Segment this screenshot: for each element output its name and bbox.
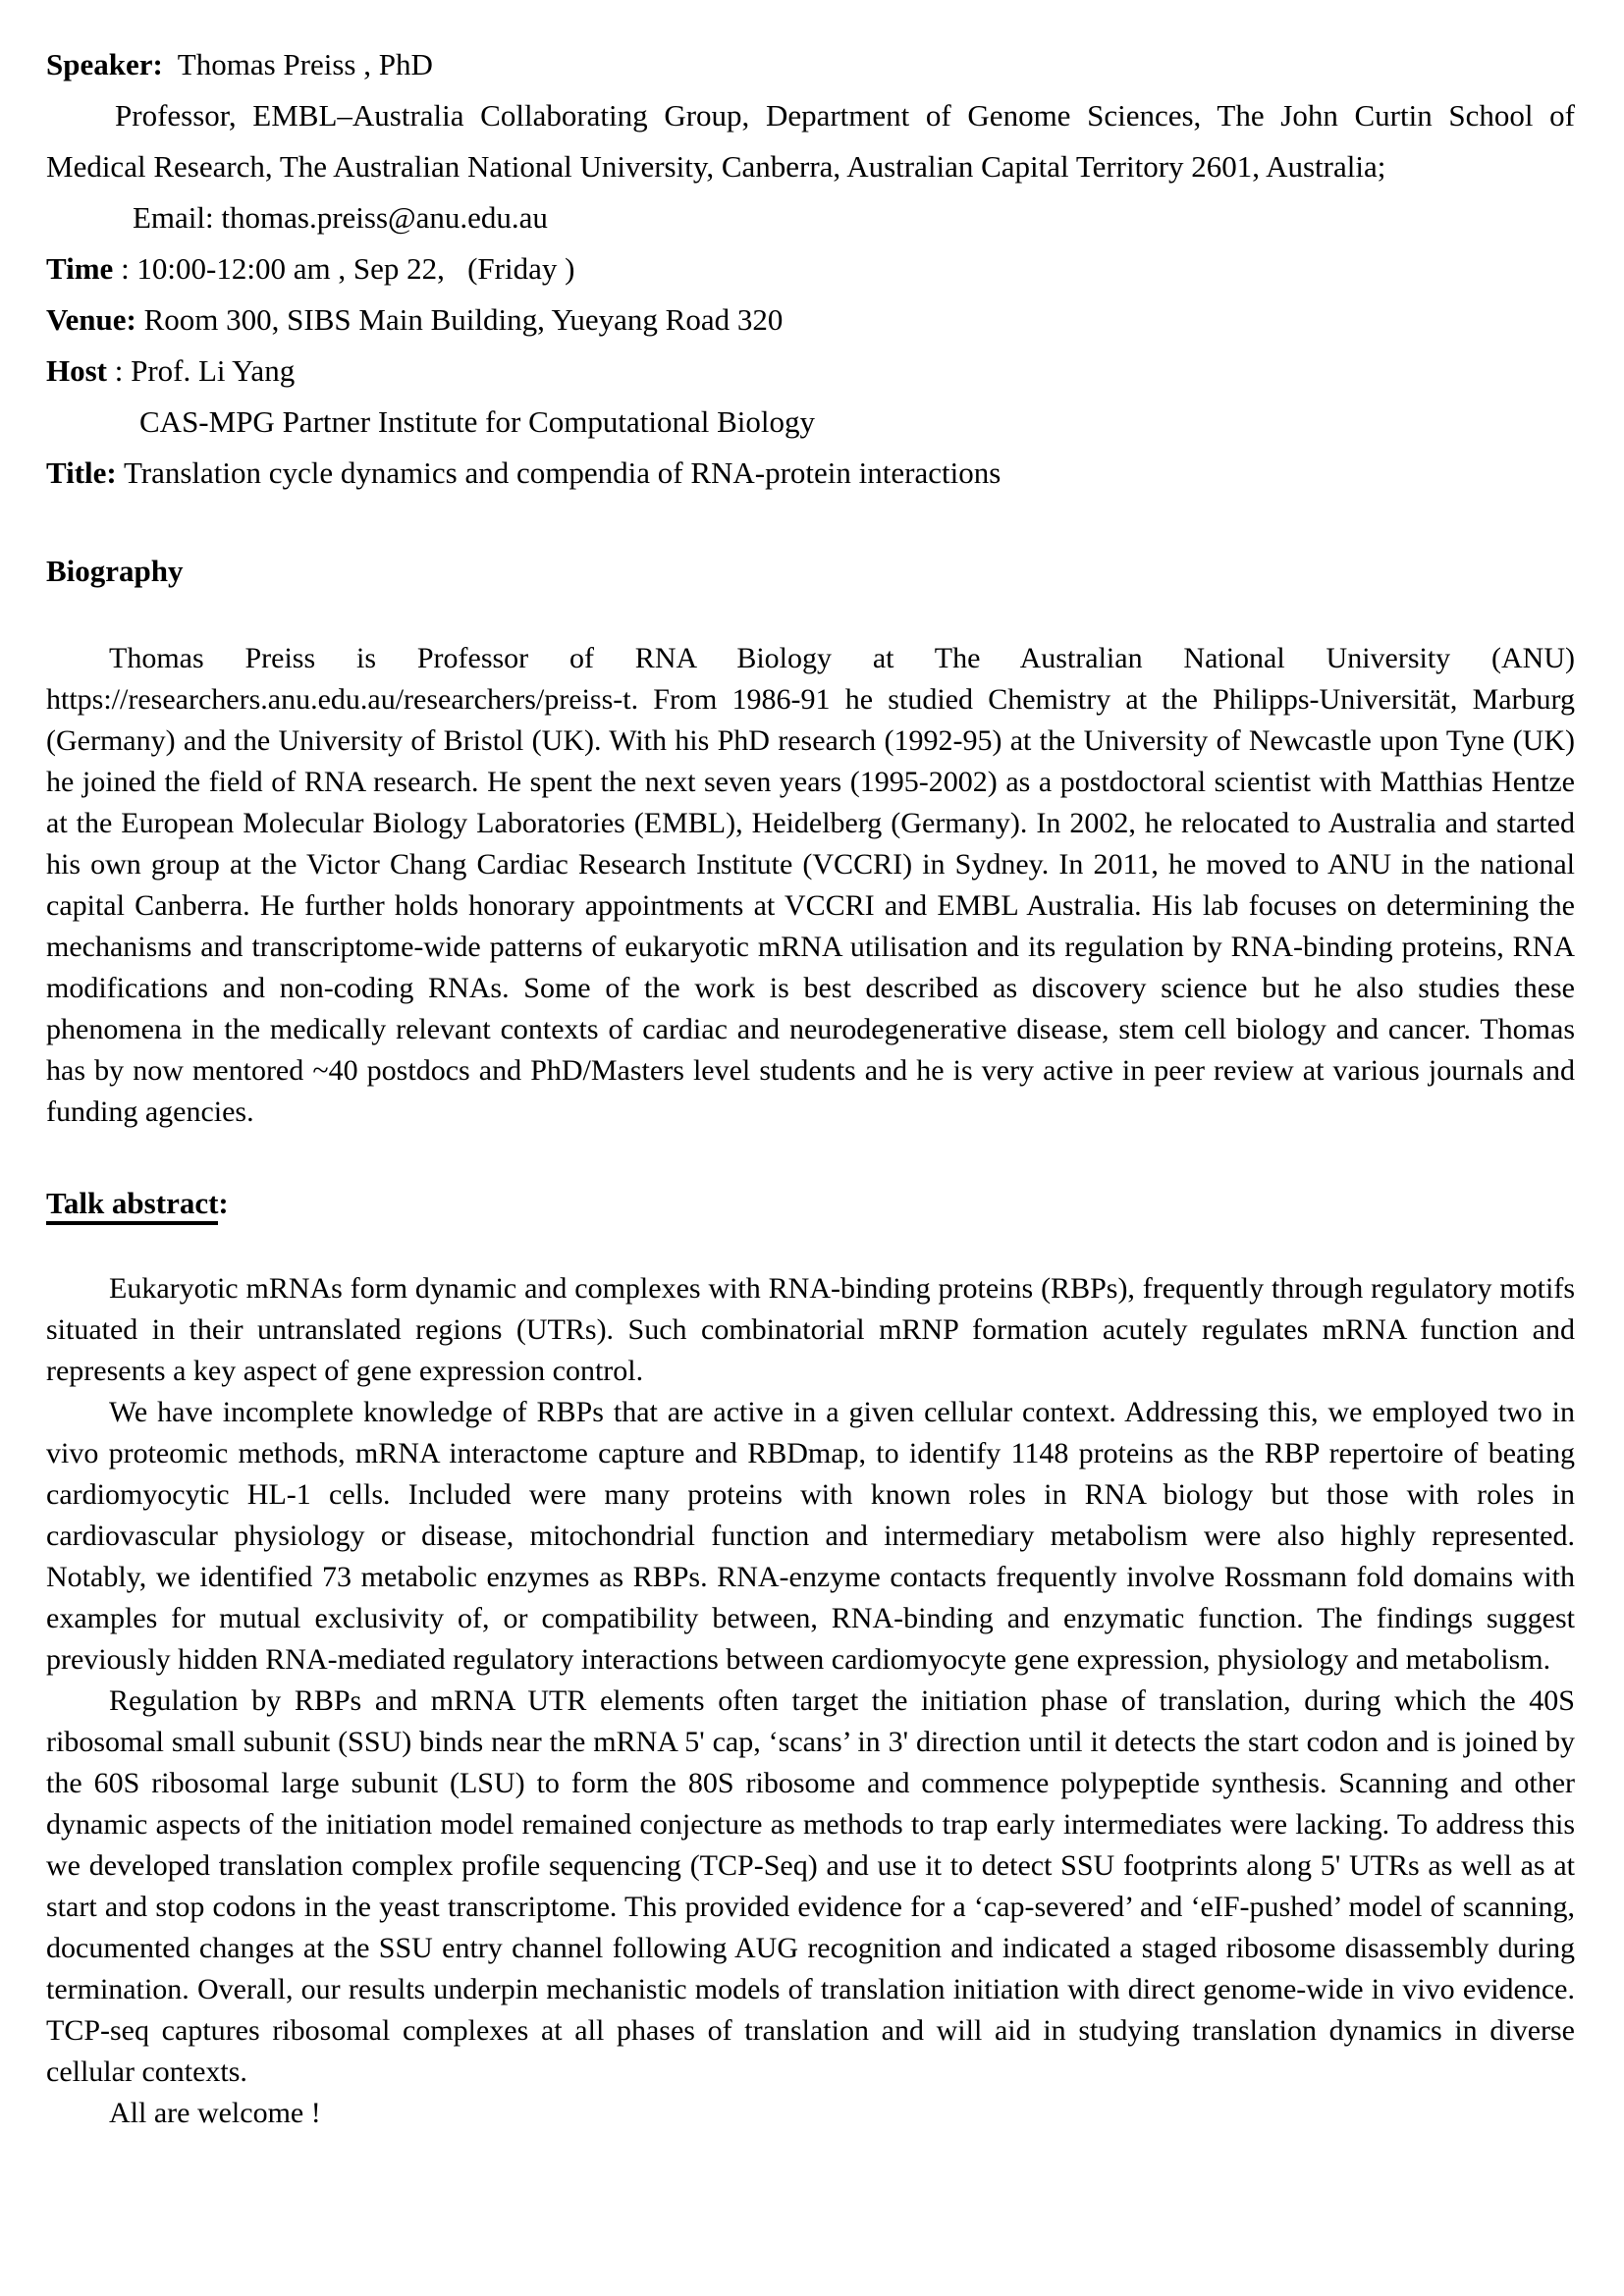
time-label: Time [46,251,114,286]
abstract-paragraph-3: Regulation by RBPs and mRNA UTR elements often target the initiation phase of translation, during which the 40S ribosomal small subunit (SSU) binds near the mRNA 5' cap, ‘scans’ in 3' direction until it detects the start codon and is joined by the 60S ribosomal large subunit (LSU) to form the 80S ribosome and commence polypeptide synthesis. Scanning and other dynamic aspects of the initiation model remained conjecture as methods to trap early intermediates were lacking. To address this we developed translation complex profile sequencing (TCP-Seq) and use it to detect SSU footprints along 5' UTRs as well as at start and stop codons in the yeast transcriptome. This provided evidence for a ‘cap-severed’ and ‘eIF-pushed’ model of scanning, documented changes at the SSU entry channel following AUG recognition and indicated a staged ribosome disassembly during termination. Overall, our results underpin mechanistic models of translation initiation with direct genome-wide in vivo evidence. TCP-seq captures ribosomal complexes at all phases of translation and will aid in studying translation dynamics in diverse cellular contexts. [46,1684,1575,2088]
affiliation-text: Professor, EMBL–Australia Collaborating Group, Department of Genome Sciences, The John Curtin School of Medical Research, The Australian National University, Canberra, Australian Capital Territory 2601, Australia; [46,98,1575,184]
host-value: : Prof. Li Yang [107,353,296,388]
biography-paragraph: Thomas Preiss is Professor of RNA Biology at The Australian National University (ANU) https://researchers.anu.edu.au/researchers/preiss-t. From 1986-91 he studied Chemistry at the Philipps-Universität, Marburg (Germany) and the University of Bristol (UK). With his PhD research (1992-95) at the University of Newcastle upon Tyne (UK) he joined the field of RNA research. He spent the next seven years (1995-2002) as a postdoctoral scientist with Matthias Hentze at the European Molecular Biology Laboratories (EMBL), Heidelberg (Germany). In 2002, he relocated to Australia and started his own group at the Victor Chang Cardiac Research Institute (VCCRI) in Sydney. In 2011, he moved to ANU in the national capital Canberra. He further holds honorary appointments at VCCRI and EMBL Australia. His lab focuses on determining the mechanisms and transcriptome-wide patterns of eukaryotic mRNA utilisation and its regulation by RNA-binding proteins, RNA modifications and non-coding RNAs. Some of the work is best described as discovery science but he also studies these phenomena in the medically relevant contexts of cardiac and neurodegenerative disease, stem cell biology and cancer. Thomas has by now mentored ~40 postdocs and PhD/Masters level students and he is very active in peer review at various journals and funding agencies. [46,642,1575,1128]
talk-abstract-heading-colon: : [218,1186,229,1220]
email-label: Email: [133,200,214,235]
venue-label: Venue: [46,302,136,337]
time-value: : 10:00-12:00 am , Sep 22, (Friday ) [113,251,575,286]
venue-line [46,294,1575,346]
abstract-paragraph-2: We have incomplete knowledge of RBPs that are active in a given cellular context. Addressing this, we employed two in vivo proteomic methods, mRNA interactome capture and RBDmap, to identify 1148 proteins as the RBP repertoire of beating cardiomyocytic HL-1 cells. Included were many proteins with known roles in RNA biology but those with roles in cardiovascular physiology or disease, mitochondrial function and intermediary metabolism were also highly represented. Notably, we identified 73 metabolic enzymes as RBPs. RNA-enzyme contacts frequently involve Rossmann fold domains with examples for mutual exclusivity of, or compatibility between, RNA-binding and enzymatic function. The findings suggest previously hidden RNA-mediated regulatory interactions between cardiomyocyte gene expression, physiology and metabolism. [46,1396,1575,1676]
speaker-value: Thomas Preiss , PhD [162,47,433,81]
closing-line: All are welcome ! [109,2097,321,2129]
host-line [46,346,1575,397]
time-line [46,243,1575,294]
host-label: Host [46,353,107,388]
speaker-line [46,39,1575,90]
venue-value: Room 300, SIBS Main Building, Yueyang Road 320 [135,302,784,337]
title-value: Translation cycle dynamics and compendia of RNA-protein interactions [116,455,1001,490]
talk-title-line [46,448,1575,499]
biography-heading: Biography [46,554,184,588]
title-label: Title: [46,455,117,490]
email-line [46,192,1575,243]
speaker-label: Speaker: [46,47,163,81]
email-address: thomas.preiss@anu.edu.au [213,200,548,235]
talk-abstract-heading-text: Talk abstract [46,1186,218,1225]
seminar-header [46,39,1575,499]
abstract-paragraph-1: Eukaryotic mRNAs form dynamic and complexes with RNA-binding proteins (RBPs), frequently through regulatory motifs situated in their untranslated regions (UTRs). Such combinatorial mRNP formation acutely regulates mRNA function and represents a key aspect of gene expression control. [46,1272,1575,1387]
talk-abstract-heading [46,1178,1575,1229]
host-organization: CAS-MPG Partner Institute for Computational Biology [139,404,815,439]
